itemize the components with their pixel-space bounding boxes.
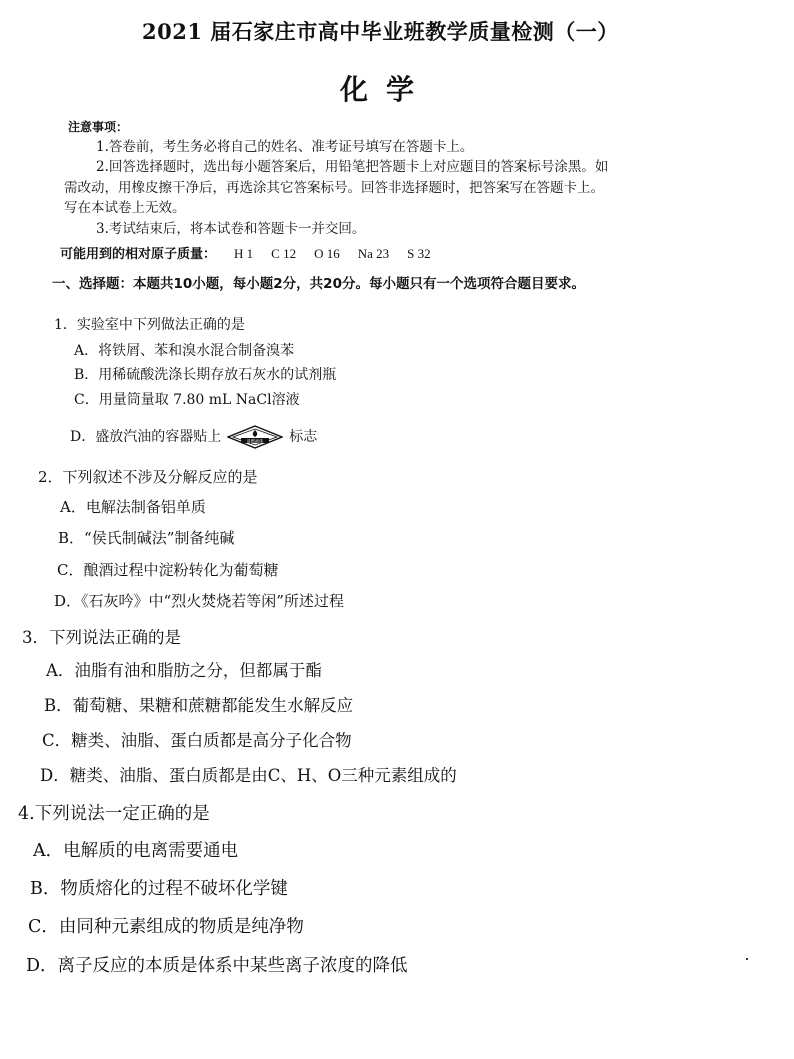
question-2-option-b: B．“侯氏制碱法”制备纯碱 — [58, 529, 235, 547]
question-4-option-b: B．物质熔化的过程不破坏化学键 — [30, 879, 288, 899]
notice-heading: 注意事项： — [68, 120, 129, 134]
notice-line-2: 2.回答选择题时，选出每小题答案后，用铅笔把答题卡上对应题目的答案标号涂黑。如 — [96, 159, 609, 175]
question-2-option-d: D．《石灰吟》中“烈火焚烧若等闲”所述过程 — [54, 592, 344, 610]
question-4-option-c: C．由同种元素组成的物质是纯净物 — [28, 917, 304, 937]
question-4-option-a: A．电解质的电离需要通电 — [33, 841, 239, 861]
question-1-option-d-text: D．盛放汽油的容器贴上 — [70, 429, 222, 445]
atomic-masses-label: 可能用到的相对原子质量： — [60, 247, 217, 262]
question-1-stem: 1．实验室中下列做法正确的是 — [54, 317, 245, 333]
exam-title: 2021 届石家庄市高中毕业班教学质量检测（一） — [142, 19, 619, 44]
question-2-stem: 2．下列叙述不涉及分解反应的是 — [38, 468, 258, 486]
notice-line-3: 需改动，用橡皮擦干净后，再选涂其它答案标号。回答非选择题时，把答案写在答题卡上。 — [64, 180, 604, 196]
atomic-mass-item: Na 23 — [357, 246, 390, 261]
question-1-option-d-suffix: 标志 — [289, 429, 318, 445]
section-1-heading: 一、选择题：本题共10小题，每小题2分，共20分。每小题只有一个选项符合题目要求。 — [52, 276, 585, 292]
notice-line-1: 1.答卷前，考生务必将自己的姓名、准考证号填写在答题卡上。 — [96, 139, 474, 155]
atomic-mass-item: C 12 — [271, 246, 297, 261]
question-4-stem: 4.下列说法一定正确的是 — [18, 804, 210, 824]
question-1-option-d — [70, 425, 317, 449]
atomic-mass-item: O 16 — [314, 246, 340, 261]
flammable-liquid-hazard-icon — [227, 425, 283, 449]
question-3-option-a: A．油脂有油和脂肪之分，但都属于酯 — [46, 661, 322, 680]
question-1-option-c: C．用量筒量取 7.80 mL NaCl溶液 — [74, 392, 300, 408]
question-1-option-b: B．用稀硫酸洗涤长期存放石灰水的试剂瓶 — [74, 367, 337, 383]
notice-line-5: 3.考试结束后，将本试卷和答题卡一并交回。 — [96, 221, 366, 237]
question-3-option-b: B．葡萄糖、果糖和蔗糖都能发生水解反应 — [44, 696, 354, 715]
question-3-stem: 3．下列说法正确的是 — [22, 628, 181, 647]
question-3-option-c: C．糖类、油脂、蛋白质都是高分子化合物 — [42, 731, 352, 750]
subject-title: 化学 — [340, 73, 433, 106]
atomic-masses — [60, 243, 431, 262]
question-3-option-d: D．糖类、油脂、蛋白质都是由C、H、O三种元素组成的 — [40, 766, 457, 785]
scan-speck — [746, 958, 748, 960]
hazard-label: 易燃液体 — [246, 438, 264, 444]
question-2-option-a: A．电解法制备铝单质 — [60, 498, 206, 516]
question-1-option-a: A．将铁屑、苯和溴水混合制备溴苯 — [74, 343, 295, 359]
question-2-option-c: C．酿酒过程中淀粉转化为葡萄糖 — [57, 561, 279, 579]
question-4-option-d: D．离子反应的本质是体系中某些离子浓度的降低 — [26, 956, 408, 976]
atomic-mass-item: H 1 — [234, 246, 254, 261]
notice-line-4: 写在本试卷上无效。 — [64, 200, 186, 216]
atomic-mass-item: S 32 — [407, 246, 431, 261]
